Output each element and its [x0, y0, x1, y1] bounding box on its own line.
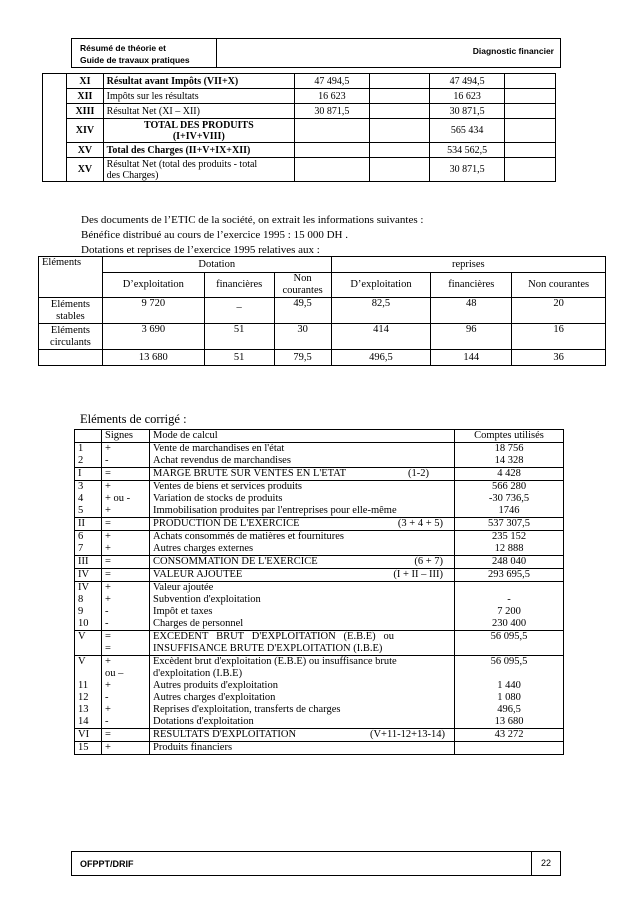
line-sign-line: +	[105, 594, 111, 605]
line-value-line: -30 736,5	[488, 493, 530, 504]
header-signes: Signes	[102, 430, 150, 443]
row-margin-cell	[43, 74, 67, 89]
line-value-line: 1 440	[497, 680, 521, 691]
total-number: IV	[75, 569, 102, 582]
row-number: XIII	[67, 104, 103, 119]
row-label	[103, 89, 294, 104]
row-label	[103, 104, 294, 119]
total-number: III	[75, 556, 102, 569]
line-mode-line: Dotations d'exploitation	[153, 716, 254, 727]
total-mode-line2: INSUFFISANCE BRUTE D'EXPLOITATION (I.B.E)	[153, 643, 383, 654]
line-mode-line: Excèdent brut d'exploitation (E.B.E) ou insuffisance brute	[153, 656, 397, 667]
line-number-line: 8	[78, 594, 84, 605]
line-number-line: 14	[78, 716, 89, 727]
total-mode-ref: (V+11-12+13-14)	[369, 729, 445, 740]
corrige-table	[74, 429, 564, 755]
total-mode-ref: (1-2)	[408, 468, 429, 479]
row-label	[103, 143, 294, 158]
sub-dot-financieres: financières	[204, 273, 274, 298]
row-value-2: 565 434	[430, 119, 505, 143]
line-sign-line: -	[105, 618, 109, 629]
total-number: VI	[75, 729, 102, 742]
total-value: 293 695,5	[455, 569, 564, 582]
dotation-value: 51	[204, 350, 274, 366]
header-reprises: reprises	[331, 257, 605, 273]
line-value-line: 18 756	[494, 443, 524, 454]
line-number-line: V	[78, 656, 86, 667]
line-number-line: 2	[78, 455, 84, 466]
line-number-line: 5	[78, 505, 84, 516]
header-comptes: Comptes utilisés	[455, 430, 564, 443]
total-value: 4 428	[455, 468, 564, 481]
line-value-line: 566 280	[491, 481, 527, 492]
row-label	[103, 74, 294, 89]
header-right-title: Diagnostic financier	[472, 46, 554, 56]
line-number-line: 13	[78, 704, 89, 715]
header-title-line1: Résumé de théorie et	[80, 43, 166, 53]
line-number-line: 6	[78, 531, 84, 542]
corrige-total-row	[75, 468, 564, 481]
line-value-line: 12 888	[494, 543, 524, 554]
dotation-value: 414	[331, 324, 431, 350]
line-sign	[102, 531, 150, 556]
dotation-value: 496,5	[331, 350, 431, 366]
cpc-summary-table	[42, 73, 556, 182]
header-num	[75, 430, 102, 443]
line-number-line: 9	[78, 606, 84, 617]
line-value-line: 235 152	[491, 531, 527, 542]
total-mode	[150, 569, 455, 582]
dotation-value: _	[204, 298, 274, 324]
total-mode-label: MARGE BRUTE SUR VENTES EN L'ETAT	[153, 468, 347, 479]
row-value-empty	[369, 89, 429, 104]
sub-courantes: courantes	[282, 285, 323, 296]
row-label	[103, 119, 294, 143]
line-value-line: 496,5	[497, 704, 521, 715]
sub-dot-exploitation: D’exploitation	[102, 273, 204, 298]
line-value-line	[458, 668, 560, 680]
line-number-line: 11	[78, 680, 89, 691]
line-sign-line: +	[105, 680, 111, 691]
dotation-value: 51	[204, 324, 274, 350]
row-value-1	[294, 158, 369, 182]
line-mode-line: Variation de stocks de produits	[153, 493, 283, 504]
line-number-line	[78, 668, 98, 680]
row-margin-cell	[43, 158, 67, 182]
total-mode-label: RESULTATS D'EXPLOITATION	[153, 729, 297, 740]
dotation-row	[39, 324, 606, 350]
corrige-total-row	[75, 729, 564, 742]
row-value-empty	[505, 158, 556, 182]
sub-dot-non-courantes	[274, 273, 331, 298]
row-element-label	[39, 324, 103, 350]
sub-rep-financieres: financières	[431, 273, 512, 298]
line-mode-line: Autres charges externes	[153, 543, 254, 554]
row-value-2: 16 623	[430, 89, 505, 104]
line-sign-line: -	[105, 455, 109, 466]
dotation-value: 9 720	[102, 298, 204, 324]
total-sign: =	[102, 556, 150, 569]
total-number: II	[75, 518, 102, 531]
line-mode	[150, 481, 455, 518]
para-line-2: Bénéfice distribué au cours de l’exercice 1995 : 15 000 DH .	[81, 229, 348, 241]
total-mode	[150, 518, 455, 531]
element-label-line2: stables	[56, 310, 85, 322]
line-number	[75, 481, 102, 518]
row-value-1	[294, 143, 369, 158]
line-value-line: 1746	[498, 505, 520, 516]
line-sign-line: + ou -	[105, 493, 131, 504]
line-number-line: 10	[78, 618, 89, 629]
dotation-value: 96	[431, 324, 512, 350]
total-value: 248 040	[455, 556, 564, 569]
line-number	[75, 531, 102, 556]
line-number-line: IV	[78, 582, 90, 593]
row-value-empty	[505, 74, 556, 89]
row-value-empty	[505, 104, 556, 119]
dotation-value: 79,5	[274, 350, 331, 366]
line-sign-line: +	[105, 704, 111, 715]
dotation-value: 144	[431, 350, 512, 366]
row-value-empty	[505, 119, 556, 143]
line-sign-line: -	[105, 606, 109, 617]
total-value: 56 095,5	[455, 631, 564, 656]
total-mode-label: CONSOMMATION DE L'EXERCICE	[153, 556, 318, 567]
row-value-empty	[369, 158, 429, 182]
corrige-group-row	[75, 531, 564, 556]
row-number: XIV	[67, 119, 103, 143]
row-value-empty	[369, 119, 429, 143]
header-elements: Eléments	[39, 257, 103, 298]
header-mode: Mode de calcul	[150, 430, 455, 443]
line-value-line: 1 080	[497, 692, 521, 703]
line-mode: Produits financiers	[150, 742, 455, 755]
line-value	[455, 531, 564, 556]
row-value-1: 47 494,5	[294, 74, 369, 89]
total-sign: =	[102, 518, 150, 531]
cpc-row	[43, 158, 556, 182]
total-number: I	[75, 468, 102, 481]
corrige-title: Eléments de corrigé :	[80, 412, 187, 426]
row-label-line1: Résultat Net (XI – XII)	[106, 105, 200, 117]
row-value-2: 30 871,5	[430, 158, 505, 182]
row-margin-cell	[43, 119, 67, 143]
total-mode	[150, 468, 455, 481]
row-label-line1: Résultat Net (total des produits - total	[106, 158, 258, 170]
total-sign-line: =	[105, 643, 111, 654]
total-sign-line: =	[105, 631, 111, 642]
row-label-line2: (I+IV+VIII)	[172, 130, 225, 142]
line-value-line	[458, 582, 560, 594]
line-value-line: -	[507, 594, 511, 605]
element-label-line1: Eléments	[50, 324, 90, 336]
line-mode-line: Reprises d'exploitation, transferts de charges	[153, 704, 341, 715]
line-mode-line: d'exploitation (I.B.E)	[153, 668, 243, 679]
row-element-label	[39, 298, 103, 324]
total-mode-ref: (3 + 4 + 5)	[397, 518, 443, 529]
corrige-group-row	[75, 443, 564, 468]
dotation-value: 30	[274, 324, 331, 350]
row-value-empty	[369, 143, 429, 158]
row-label	[103, 158, 294, 182]
line-value-line: 230 400	[491, 618, 527, 629]
total-value: 43 272	[455, 729, 564, 742]
total-sign: =	[102, 729, 150, 742]
row-number: XI	[67, 74, 103, 89]
line-sign-line: +	[105, 582, 111, 593]
dotations-reprises-table	[38, 256, 606, 366]
total-value: 537 307,5	[455, 518, 564, 531]
sub-non: Non	[293, 273, 312, 284]
row-label-line1: TOTAL DES PRODUITS	[143, 119, 254, 131]
line-mode-line: Impôt et taxes	[153, 606, 213, 617]
cpc-row	[43, 89, 556, 104]
total-number: V	[75, 631, 102, 656]
row-margin-cell	[43, 143, 67, 158]
row-value-empty	[369, 104, 429, 119]
cpc-row	[43, 74, 556, 89]
line-sign-line: ou –	[105, 668, 124, 679]
line-mode	[150, 443, 455, 468]
line-sign: +	[102, 742, 150, 755]
line-number-line: 4	[78, 493, 84, 504]
page-number: 22	[531, 852, 560, 875]
element-label-line1: Eléments	[50, 298, 90, 310]
dotation-value: 36	[512, 350, 606, 366]
line-value-line: 7 200	[497, 606, 521, 617]
line-mode	[150, 656, 455, 729]
line-sign-line: +	[105, 656, 111, 667]
line-mode-line: Immobilisation produites par l'entreprises pour elle-même	[153, 505, 397, 516]
line-value-line: 13 680	[494, 716, 524, 727]
row-label-line2: des Charges)	[106, 169, 159, 181]
total-sign: =	[102, 468, 150, 481]
line-number	[75, 443, 102, 468]
total-sign	[102, 631, 150, 656]
intro-paragraph	[81, 213, 423, 258]
line-sign-line: +	[105, 443, 111, 454]
row-value-2: 47 494,5	[430, 74, 505, 89]
line-number-line: 7	[78, 543, 84, 554]
element-label-line2: circulants	[50, 336, 91, 348]
row-value-1: 30 871,5	[294, 104, 369, 119]
total-mode-line1: EXCEDENT BRUT D'EXPLOITATION (E.B.E) ou	[153, 631, 394, 642]
row-value-empty	[369, 74, 429, 89]
line-mode-line: Ventes de biens et services produits	[153, 481, 303, 492]
dotation-row	[39, 350, 606, 366]
line-mode-line: Achat revendus de marchandises	[153, 455, 291, 466]
total-mode-label: VALEUR AJOUTEE	[153, 569, 243, 580]
dotation-value: 82,5	[331, 298, 431, 324]
corrige-total-row	[75, 569, 564, 582]
line-sign-line: +	[105, 531, 111, 542]
row-value-2: 534 562,5	[430, 143, 505, 158]
corrige-row-15	[75, 742, 564, 755]
dotation-row	[39, 298, 606, 324]
line-number-line: 12	[78, 692, 89, 703]
row-label-line1: Impôts sur les résultats	[106, 90, 199, 102]
line-mode-line: Achats consommés de matières et fournitures	[153, 531, 344, 542]
cpc-row	[43, 143, 556, 158]
dotation-value: 20	[512, 298, 606, 324]
line-mode-line: Autres charges d'exploitation	[153, 692, 276, 703]
total-mode-ref: (6 + 7)	[414, 556, 443, 567]
dotation-value: 13 680	[102, 350, 204, 366]
corrige-total-row	[75, 631, 564, 656]
row-label-line1: Total des Charges (II+V+IX+XII)	[106, 144, 251, 156]
para-line-1: Des documents de l’ETIC de la société, on extrait les informations suivantes :	[81, 214, 424, 226]
line-sign	[102, 443, 150, 468]
corrige-total-row	[75, 556, 564, 569]
line-mode-line: Valeur ajoutée	[153, 582, 214, 593]
total-mode	[150, 729, 455, 742]
line-value-line: 56 095,5	[490, 656, 528, 667]
line-number: 15	[75, 742, 102, 755]
line-value-line: 14 328	[494, 455, 524, 466]
page-header	[71, 38, 561, 68]
total-mode-label: PRODUCTION DE L'EXERCICE	[153, 518, 300, 529]
line-sign-line: -	[105, 692, 109, 703]
line-number-line: 1	[78, 443, 84, 454]
header-title-line2: Guide de travaux pratiques	[80, 55, 190, 65]
cpc-row	[43, 104, 556, 119]
line-value	[455, 742, 564, 755]
row-element-label	[39, 350, 103, 366]
line-mode	[150, 531, 455, 556]
line-number	[75, 656, 102, 729]
corrige-group-row	[75, 481, 564, 518]
line-value	[455, 656, 564, 729]
sub-rep-non-courantes: Non courantes	[512, 273, 606, 298]
line-number-line: 3	[78, 481, 84, 492]
line-mode-line: Autres produits d'exploitation	[153, 680, 278, 691]
dotation-value: 16	[512, 324, 606, 350]
row-number: XII	[67, 89, 103, 104]
line-sign-line: +	[105, 505, 111, 516]
para-line-3: Dotations et reprises de l’exercice 1995 relatives aux :	[81, 244, 320, 256]
row-value-2: 30 871,5	[430, 104, 505, 119]
total-mode	[150, 556, 455, 569]
row-value-1	[294, 119, 369, 143]
line-mode	[150, 582, 455, 631]
footer-org: OFPPT/DRIF	[80, 859, 134, 869]
row-value-empty	[505, 89, 556, 104]
corrige-group-row	[75, 656, 564, 729]
corrige-header-row	[75, 430, 564, 443]
page-footer	[71, 851, 561, 876]
row-number: XV	[67, 158, 103, 182]
row-value-empty	[505, 143, 556, 158]
header-dotation: Dotation	[102, 257, 331, 273]
line-sign	[102, 582, 150, 631]
row-label-line1: Résultat avant Impôts (VII+X)	[106, 75, 239, 87]
line-number	[75, 582, 102, 631]
sub-rep-exploitation: D’exploitation	[331, 273, 431, 298]
total-mode	[150, 631, 455, 656]
corrige-group-row	[75, 582, 564, 631]
line-mode-line: Vente de marchandises en l'état	[153, 443, 285, 454]
total-mode-ref: (I + II – III)	[393, 569, 443, 580]
dotation-value: 48	[431, 298, 512, 324]
row-number: XV	[67, 143, 103, 158]
row-margin-cell	[43, 89, 67, 104]
line-value	[455, 582, 564, 631]
dotation-value: 49,5	[274, 298, 331, 324]
line-sign	[102, 481, 150, 518]
line-mode-line: Subvention d'exploitation	[153, 594, 261, 605]
dotation-value: 3 690	[102, 324, 204, 350]
row-value-1: 16 623	[294, 89, 369, 104]
line-sign-line: +	[105, 543, 111, 554]
cpc-row	[43, 119, 556, 143]
row-margin-cell	[43, 104, 67, 119]
line-sign-line: -	[105, 716, 109, 727]
line-value	[455, 443, 564, 468]
line-sign	[102, 656, 150, 729]
line-sign-line: +	[105, 481, 111, 492]
line-mode-line: Charges de personnel	[153, 618, 244, 629]
header-left-box	[72, 39, 217, 67]
total-sign: =	[102, 569, 150, 582]
corrige-total-row	[75, 518, 564, 531]
line-value	[455, 481, 564, 518]
